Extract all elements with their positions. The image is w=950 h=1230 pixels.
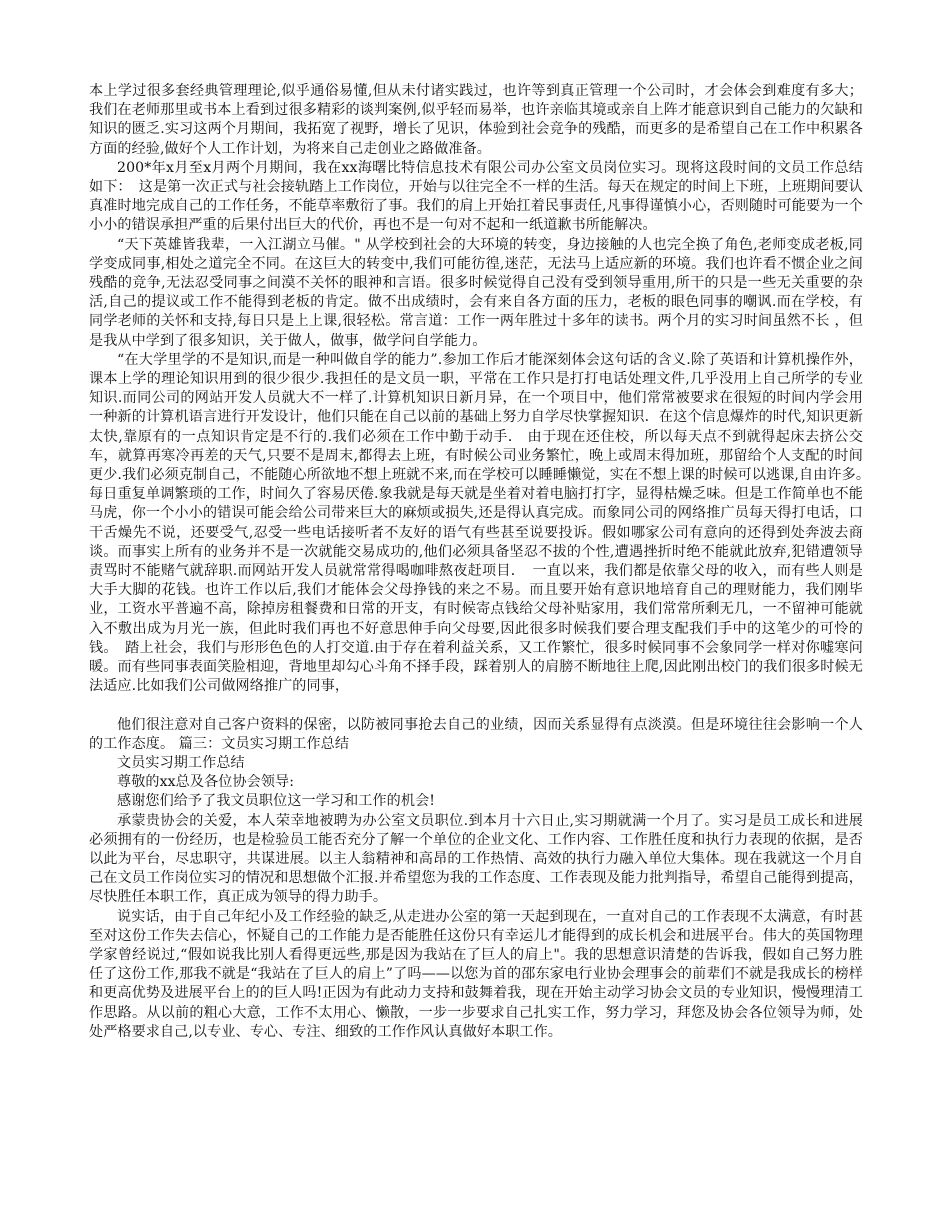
body-paragraph-7: 说实话，由于自己年纪小及工作经验的缺乏,从走进办公室的第一天起到现在，一直对自己的工作表现不太满意，有时甚至对这份工作失去信心，怀疑自己的工作能力是否能胜任这份只有幸运儿才能得到的成长机会和进展平台。伟大的英国物理学家曾经说过,“假如说我比别人看得更远些,那是因为我站在了巨人的肩上"。我的思想意识清楚的告诉我，假如自己努力胜任了这份工作,那我不就是“我站在了巨人的肩上”了吗——以您为首的邵东家电行业协会理事会的前辈们不就是我成长的榜样和更高优势及进展平台上的的巨人吗!正因为有此动力支持和鼓舞着我，现在开始主动学习协会文员的专业知识，慢慢理清工作思路。从以前的粗心大意，工作不太用心、懒散，一步一步要求自己扎实工作，努力学习，拜您及协会各位领导为师，处处严格要求自己,以专业、专心、专注、细致的工作作风认真做好本职工作。 bbox=[89, 908, 863, 1040]
thanks-line: 感谢您们给予了我文员职位这一学习和工作的机会! bbox=[117, 793, 436, 810]
body-paragraph-5: 他们很注意对自己客户资料的保密，以防被同事抢去自己的业绩，因而关系显得有点淡漠。但是环境往往会影响一个人的工作态度。 篇三：文员实习期工作总结 bbox=[89, 716, 863, 752]
body-paragraph-4: “在大学里学的不是知识,而是一种叫做自学的能力”.参加工作后才能深刻体会这句话的含义.除了英语和计算机操作外，课本上学的理论知识用到的很少很少.我担任的是文员一职，平常在工作只是打打电话处理文件,几乎没用上自己所学的专业知识.而同公司的网站开发人员就大不一样了.计算机知识日新月异，在一个项目中，他们常常被要求在很短的时间内学会用一种新的计算机语言进行开发设计，他们只能在自己以前的基础上努力自学尽快掌握知识．在这个信息爆炸的时代,知识更新太快,靠原有的一点知识肯定是不行的.我们必须在工作中勤于动手． 由于现在还住校，所以每天点不到就得起床去挤公交车，就算再寒冷再差的天气,只要不是周末,都得去上班，有时候公司业务繁忙，晚上或周末得加班，那留给个人支配的时间更少.我们必须克制自己，不能随心所欲地不想上班就不来,而在学校可以睡睡懒觉，实在不想上课的时候可以逃课,自由许多。 每日重复单调繁琐的工作，时间久了容易厌倦.象我就是每天就是坐着对着电脑打打字，显得枯燥乏味。但是工作简单也不能马虎，你一个小小的错误可能会给公司带来巨大的麻烦或损失,还是得认真完成。而象同公司的网络推广员每天得打电话，口干舌燥先不说，还要受气,忍受一些电话接听者不友好的语气有些甚至说要投诉。假如哪家公司有意向的还得到处奔波去商谈。而事实上所有的业务并不是一次就能交易成功的,他们必须具备坚忍不拔的个性,遭遇挫折时绝不能就此放弃,犯错遭领导责骂时不能赌气就辞职.而网站开发人员就常常得喝咖啡熬夜赶项目． 一直以来，我们都是依靠父母的收入，而有些人则是大手大脚的花钱。也许工作以后,我们才能体会父母挣钱的来之不易。而且要开始有意识地培育自己的理财能力，我们刚毕业，工资水平普遍不高，除掉房租餐费和日常的开支，有时候寄点钱给父母补贴家用，我们常常所剩无几，一不留神可能就入不敷出成为月光一族，但此时我们再也不好意思伸手向父母要,因此很多时候我们要合理支配我们手中的这笔少的可怜的钱。 踏上社会，我们与形形色色的人打交道.由于存在着利益关系，又工作繁忙，很多时候同事不会象同学一样对你嘘寒问暖。而有些同事表面笑脸相迎，背地里却勾心斗角不择手段，踩着别人的肩膀不断地往上爬,因此刚出校门的我们很多时候无法适应.比如我们公司做网络推广的同事， bbox=[89, 351, 878, 695]
body-paragraph-1: 本上学过很多套经典管理理论,似乎通俗易懂,但从未付诸实践过，也许等到真正管理一个公司时，才会体会到难度有多大；我们在老师那里或书本上看到过很多精彩的谈判案例,似乎轻而易举，也许亲临其境或亲自上阵才能意识到自己能力的欠缺和知识的匮乏.实习这两个月期间，我拓宽了视野，增长了见识，体验到社会竞争的残酷，而更多的是希望自己在工作中积累各方面的经验,做好个人工作计划，为将来自己走创业之路做准备。 bbox=[89, 83, 863, 157]
section-heading: 文员实习期工作总结 bbox=[117, 754, 245, 771]
document-page bbox=[89, 82, 878, 1042]
body-paragraph-6: 承蒙贵协会的关爱，本人荣幸地被聘为办公室文员职位.到本月十六日止,实习期就满一个月了。实习是员工成长和进展必须拥有的一份经历，也是检验员工能否充分了解一个单位的企业文化、工作内容、工作胜任度和执行力表现的依据，是否以此为平台，尽忠职守，共谋进展。以主人翁精神和高昂的工作热情、高效的执行力融入单位大集体。现在我就这一个月自己在文员工作岗位实习的情况和思想做个汇报.并希望您为我的工作态度、工作表现及能力批判指导，希望自己能得到提高，尽快胜任本职工作，真正成为领导的得力助手。 bbox=[89, 812, 863, 906]
body-paragraph-2: 200*年x月至x月两个月期间，我在xx海曙比特信息技术有限公司办公室文员岗位实习。现将这段时间的文员工作总结如下： 这是第一次正式与社会接轨踏上工作岗位，开始与以往完全不一样的生活。每天在规定的时间上下班，上班期间要认真准时地完成自己的工作任务，不能草率敷衍了事。我们的肩上开始扛着民事责任,凡事得谨慎小心，否则随时可能要为一个小小的错误承担严重的后果付出巨大的代价，再也不是一句对不起和一纸道歉书所能解决。 bbox=[89, 159, 863, 234]
salutation: 尊敬的xx总及各位协会领导: bbox=[117, 774, 295, 791]
body-paragraph-3: “天下英雄皆我辈，一入江湖立马催。" 从学校到社会的大环境的转变，身边接触的人也完全换了角色,老师变成老板,同学变成同事,相处之道完全不同。在这巨大的转变中,我们可能彷徨,迷茫，无法马上适应新的环境。我们也许看不惯企业之间残酷的竞争,无法忍受同事之间漠不关怀的眼神和言语。很多时候觉得自己没有受到领导重用,所干的只是一些无关重要的杂活,自己的提议或工作不能得到老板的肯定。做不出成绩时，会有来自各方面的压力，老板的眼色同事的嘲讽.而在学校，有同学老师的关怀和支持,每日只是上上课,很轻松。常言道：工作一两年胜过十多年的读书。两个月的实习时间虽然不长 ，但是我从中学到了很多知识，关于做人，做事，做学问自学能力。 bbox=[89, 236, 863, 349]
